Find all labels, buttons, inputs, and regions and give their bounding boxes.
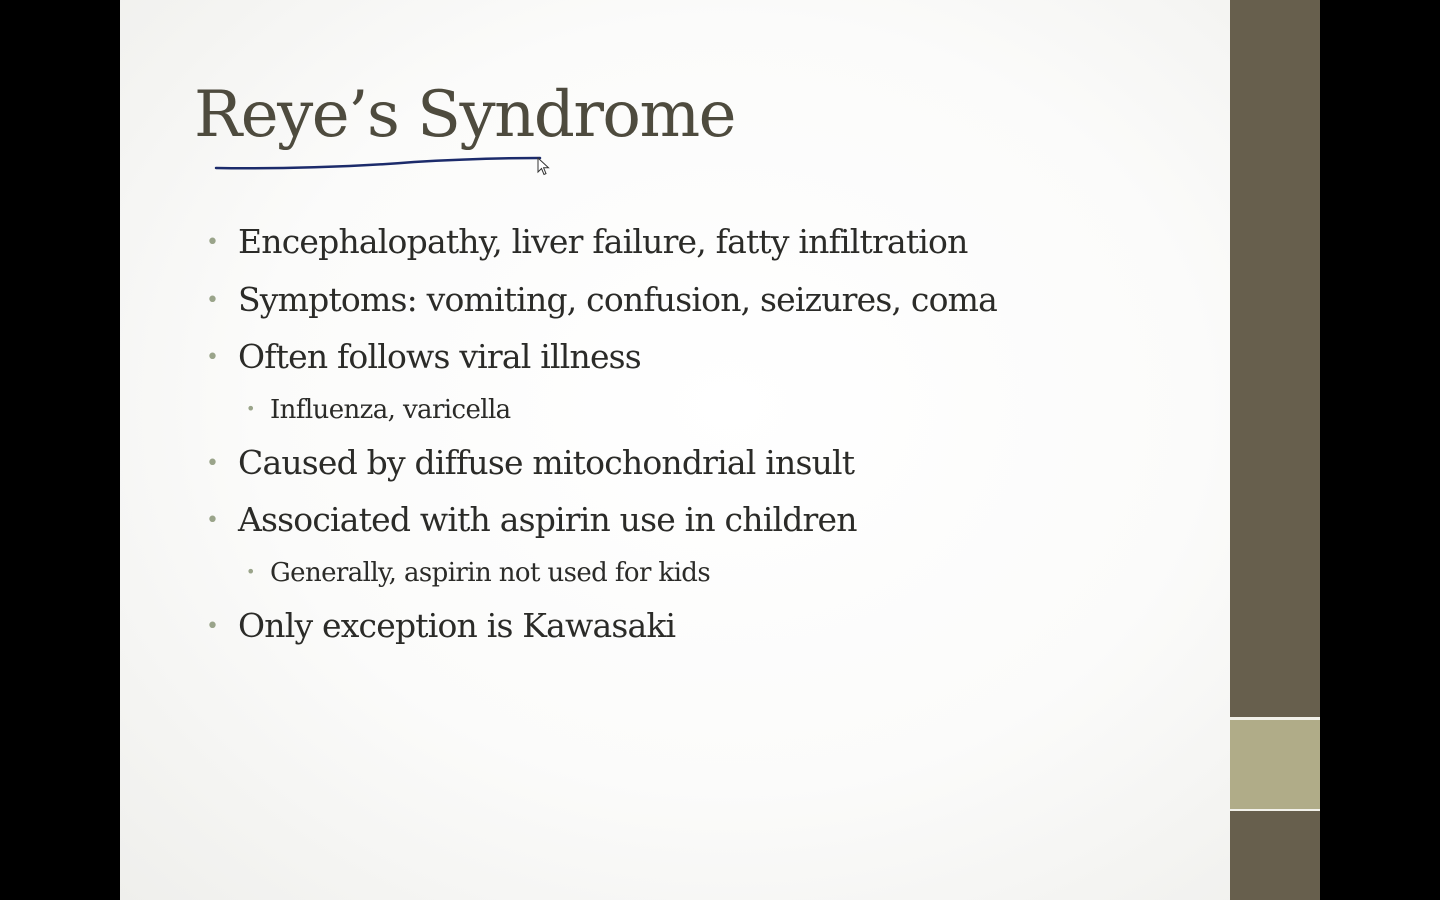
bullet-dot-icon: •: [206, 508, 219, 533]
bullet-text: Symptoms: vomiting, confusion, seizures, coma: [238, 280, 998, 319]
slide: [120, 0, 1230, 900]
bullet-dot-icon: •: [206, 451, 219, 476]
sub-bullet-item: [246, 555, 710, 590]
bullet-item: [206, 278, 997, 323]
bullet-item: [206, 498, 857, 543]
bullet-item: [206, 220, 968, 265]
bullet-dot-icon: •: [246, 399, 255, 418]
bullet-dot-icon: •: [206, 614, 219, 639]
bullet-dot-icon: •: [206, 345, 219, 370]
bullet-item: [206, 604, 675, 649]
sub-bullet-text: Influenza, varicella: [270, 395, 511, 425]
bullet-text: Only exception is Kawasaki: [238, 606, 676, 645]
bullet-dot-icon: •: [206, 230, 219, 255]
sidebar-divider: [1230, 809, 1320, 811]
bullet-dot-icon: •: [206, 288, 219, 313]
slide-body: [120, 0, 1230, 900]
sidebar-accent-block: [1230, 720, 1320, 809]
sub-bullet-item: [246, 392, 511, 427]
slide-title: Reye’s Syndrome: [194, 78, 735, 152]
bullet-item: [206, 335, 641, 380]
bullet-text: Associated with aspirin use in children: [238, 500, 857, 539]
bullet-item: [206, 441, 854, 486]
sub-bullet-text: Generally, aspirin not used for kids: [270, 558, 711, 588]
bullet-text: Encephalopathy, liver failure, fatty infiltration: [238, 222, 968, 261]
bullet-dot-icon: •: [246, 562, 255, 581]
bullet-text: Often follows viral illness: [238, 337, 641, 376]
bullet-text: Caused by diffuse mitochondrial insult: [238, 443, 855, 482]
